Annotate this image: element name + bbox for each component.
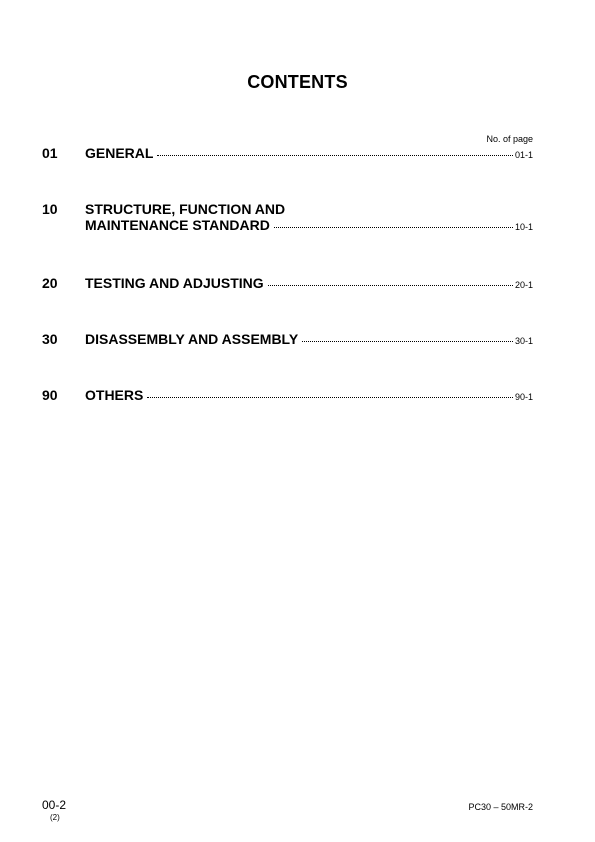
toc-entry-page: 20-1 (514, 280, 533, 290)
toc-entry-line (85, 145, 533, 161)
toc-dot-leader (274, 226, 513, 228)
toc-dot-leader (147, 396, 513, 398)
toc-dot-leader (268, 284, 513, 286)
toc-entry-page: 01-1 (514, 150, 533, 160)
toc-entry-number: 10 (42, 201, 58, 217)
toc-dot-leader (157, 154, 513, 156)
page-title: CONTENTS (247, 72, 348, 92)
footer-page-number: 00-2 (42, 798, 67, 812)
toc-entry-page: 90-1 (514, 392, 533, 402)
toc-entry-number: 20 (42, 275, 58, 291)
toc-entry-line (85, 387, 533, 403)
toc-entry-number: 90 (42, 387, 58, 403)
toc-entry-line (85, 275, 533, 291)
toc-entry-label: GENERAL (85, 145, 154, 161)
toc-entry-general[interactable] (42, 145, 533, 165)
toc-dot-leader (302, 340, 513, 342)
toc-entry-others[interactable] (42, 387, 533, 407)
page-number-column-header: No. of page (486, 134, 533, 144)
toc-entry-structure-function[interactable] (42, 201, 533, 237)
toc-entry-page: 30-1 (514, 336, 533, 346)
toc-entry-line (85, 331, 533, 347)
toc-entry-label: TESTING AND ADJUSTING (85, 275, 264, 291)
toc-entry-label: OTHERS (85, 387, 144, 403)
toc-entry-page: 10-1 (514, 222, 533, 232)
toc-entry-label: DISASSEMBLY AND ASSEMBLY (85, 331, 299, 347)
toc-entry-label: MAINTENANCE STANDARD (85, 217, 270, 233)
toc-entry-number: 01 (42, 145, 58, 161)
footer-model-name: PC30 – 50MR-2 (468, 802, 533, 812)
toc-entry-label-line1: STRUCTURE, FUNCTION AND (85, 201, 286, 217)
toc-entry-testing-adjusting[interactable] (42, 275, 533, 295)
toc-entry-line (85, 217, 533, 233)
footer-revision: (2) (50, 813, 60, 822)
toc-entry-disassembly-assembly[interactable] (42, 331, 533, 351)
toc-entry-number: 30 (42, 331, 58, 347)
